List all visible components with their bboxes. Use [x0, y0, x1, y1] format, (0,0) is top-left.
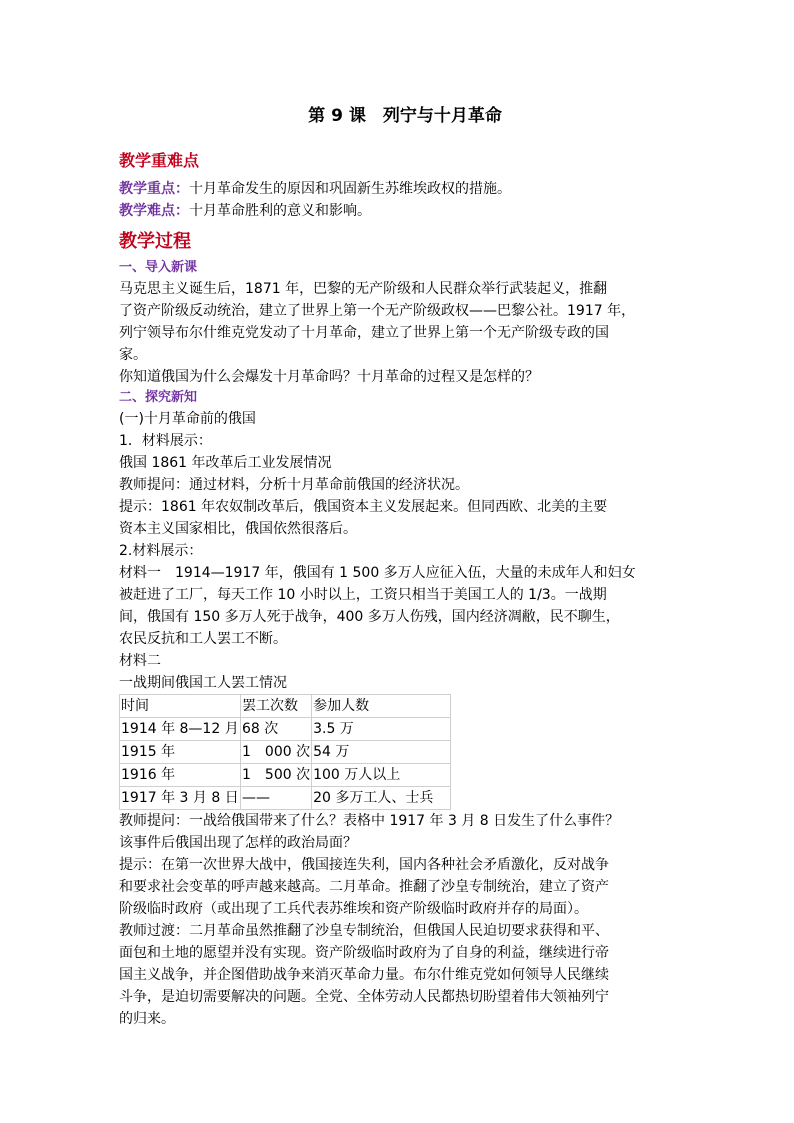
intro-line: 家。 [119, 347, 147, 363]
table-row [120, 718, 451, 741]
intro-heading: 一、导入新课 [119, 260, 198, 275]
explore-body-a [119, 408, 691, 694]
explore-line: 被赶进了工厂，每天工作 10 小时以上，工资只相当于美国工人的 1/3。一战期 [119, 587, 607, 603]
table-cell: 54 万 [312, 741, 451, 764]
table-cell: 1914 年 8—12 月 [120, 718, 241, 741]
process-heading: 教学过程 [119, 231, 191, 252]
table-header-cell: 罢工次数 [241, 695, 312, 718]
intro-line: 列宁领导布尔什维克党发动了十月革命，建立了世界上第一个无产阶级专政的国 [119, 325, 609, 341]
explore-line: 资本主义国家相比，俄国依然很落后。 [119, 521, 357, 537]
table-cell: 20 多万工人、士兵 [312, 787, 451, 810]
explore-line: 材料二 [119, 653, 161, 669]
teaching-difficulty [119, 200, 691, 222]
table-header-cell: 参加人数 [312, 695, 451, 718]
explore-line: 和要求社会变革的呼声越来越高。二月革命。推翻了沙皇专制统治，建立了资产 [119, 879, 609, 895]
key-points-heading: 教学重难点 [119, 151, 200, 170]
explore-line: 该事件后俄国出现了怎样的政治局面？ [119, 835, 357, 851]
table-cell: 1915 年 [120, 741, 241, 764]
table-cell: —— [241, 787, 312, 810]
explore-line: 俄国 1861 年改革后工业发展情况 [119, 455, 332, 471]
explore-line: 面包和土地的愿望并没有实现。资产阶级临时政府为了自身的利益，继续进行帝 [119, 945, 609, 961]
table-cell: 1917 年 3 月 8 日 [120, 787, 241, 810]
intro-line: 了资产阶级反动统治，建立了世界上第一个无产阶级政权——巴黎公社。1917 年， [119, 303, 636, 319]
explore-line: 教师提问：通过材料，分析十月革命前俄国的经济状况。 [119, 477, 469, 493]
table-caption: 一战期间俄国工人罢工情况 [119, 675, 287, 691]
teaching-difficulty-text: 十月革命胜利的意义和影响。 [189, 203, 371, 219]
intro-body [119, 278, 691, 388]
teaching-focus-label: 教学重点： [119, 181, 189, 197]
table-header-row [120, 695, 451, 718]
explore-line: 农民反抗和工人罢工不断。 [119, 631, 287, 647]
explore-line: 提示：在第一次世界大战中，俄国接连失利，国内各种社会矛盾激化，反对战争 [119, 857, 609, 873]
explore-line: 的归来。 [119, 1011, 175, 1027]
explore-line: 提示：1861 年农奴制改革后，俄国资本主义发展起来。但同西欧、北美的主要 [119, 499, 608, 515]
table-cell: 3.5 万 [312, 718, 451, 741]
explore-body-b [119, 810, 691, 1030]
explore-line: 教师提问：一战给俄国带来了什么？表格中 1917 年 3 月 8 日发生了什么事件？ [119, 813, 620, 829]
explore-line: 材料一 1914—1917 年，俄国有 1 500 多万人应征入伍，大量的未成年人和妇女 [119, 565, 636, 581]
table-cell: 1 500 次 [241, 764, 312, 787]
explore-line: 国主义战争，并企图借助战争来消灭革命力量。布尔什维克党如何领导人民继续 [119, 967, 609, 983]
explore-line: (一)十月革命前的俄国 [119, 411, 256, 427]
strike-table [119, 694, 451, 810]
intro-line: 马克思主义诞生后，1871 年，巴黎的无产阶级和人民群众举行武装起义，推翻 [119, 281, 608, 297]
teaching-focus-text: 十月革命发生的原因和巩固新生苏维埃政权的措施。 [189, 181, 511, 197]
document-content [119, 104, 691, 1030]
intro-line: 你知道俄国为什么会爆发十月革命吗？十月革命的过程又是怎样的？ [119, 369, 539, 385]
explore-line: 斗争，是迫切需要解决的问题。全党、全体劳动人民都热切盼望着伟大领袖列宁 [119, 989, 609, 1005]
table-cell: 100 万人以上 [312, 764, 451, 787]
explore-line: 阶级临时政府（或出现了工兵代表苏维埃和资产阶级临时政府并存的局面）。 [119, 901, 588, 917]
table-header-cell: 时间 [120, 695, 241, 718]
teaching-difficulty-label: 教学难点： [119, 203, 189, 219]
table-row [120, 741, 451, 764]
explore-line: 2.材料展示： [119, 543, 203, 559]
table-cell: 68 次 [241, 718, 312, 741]
teaching-focus [119, 178, 691, 200]
table-cell: 1916 年 [120, 764, 241, 787]
table-cell: 1 000 次 [241, 741, 312, 764]
explore-line: 间，俄国有 150 多万人死于战争，400 多万人伤残，国内经济凋敝，民不聊生， [119, 609, 620, 625]
explore-line: 1．材料展示： [119, 433, 212, 449]
table-row [120, 787, 451, 810]
table-row [120, 764, 451, 787]
explore-line: 教师过渡：二月革命虽然推翻了沙皇专制统治，但俄国人民迫切要求获得和平、 [119, 923, 609, 939]
lesson-title: 第 9 课 列宁与十月革命 [308, 106, 502, 126]
explore-heading: 二、探究新知 [119, 390, 198, 405]
